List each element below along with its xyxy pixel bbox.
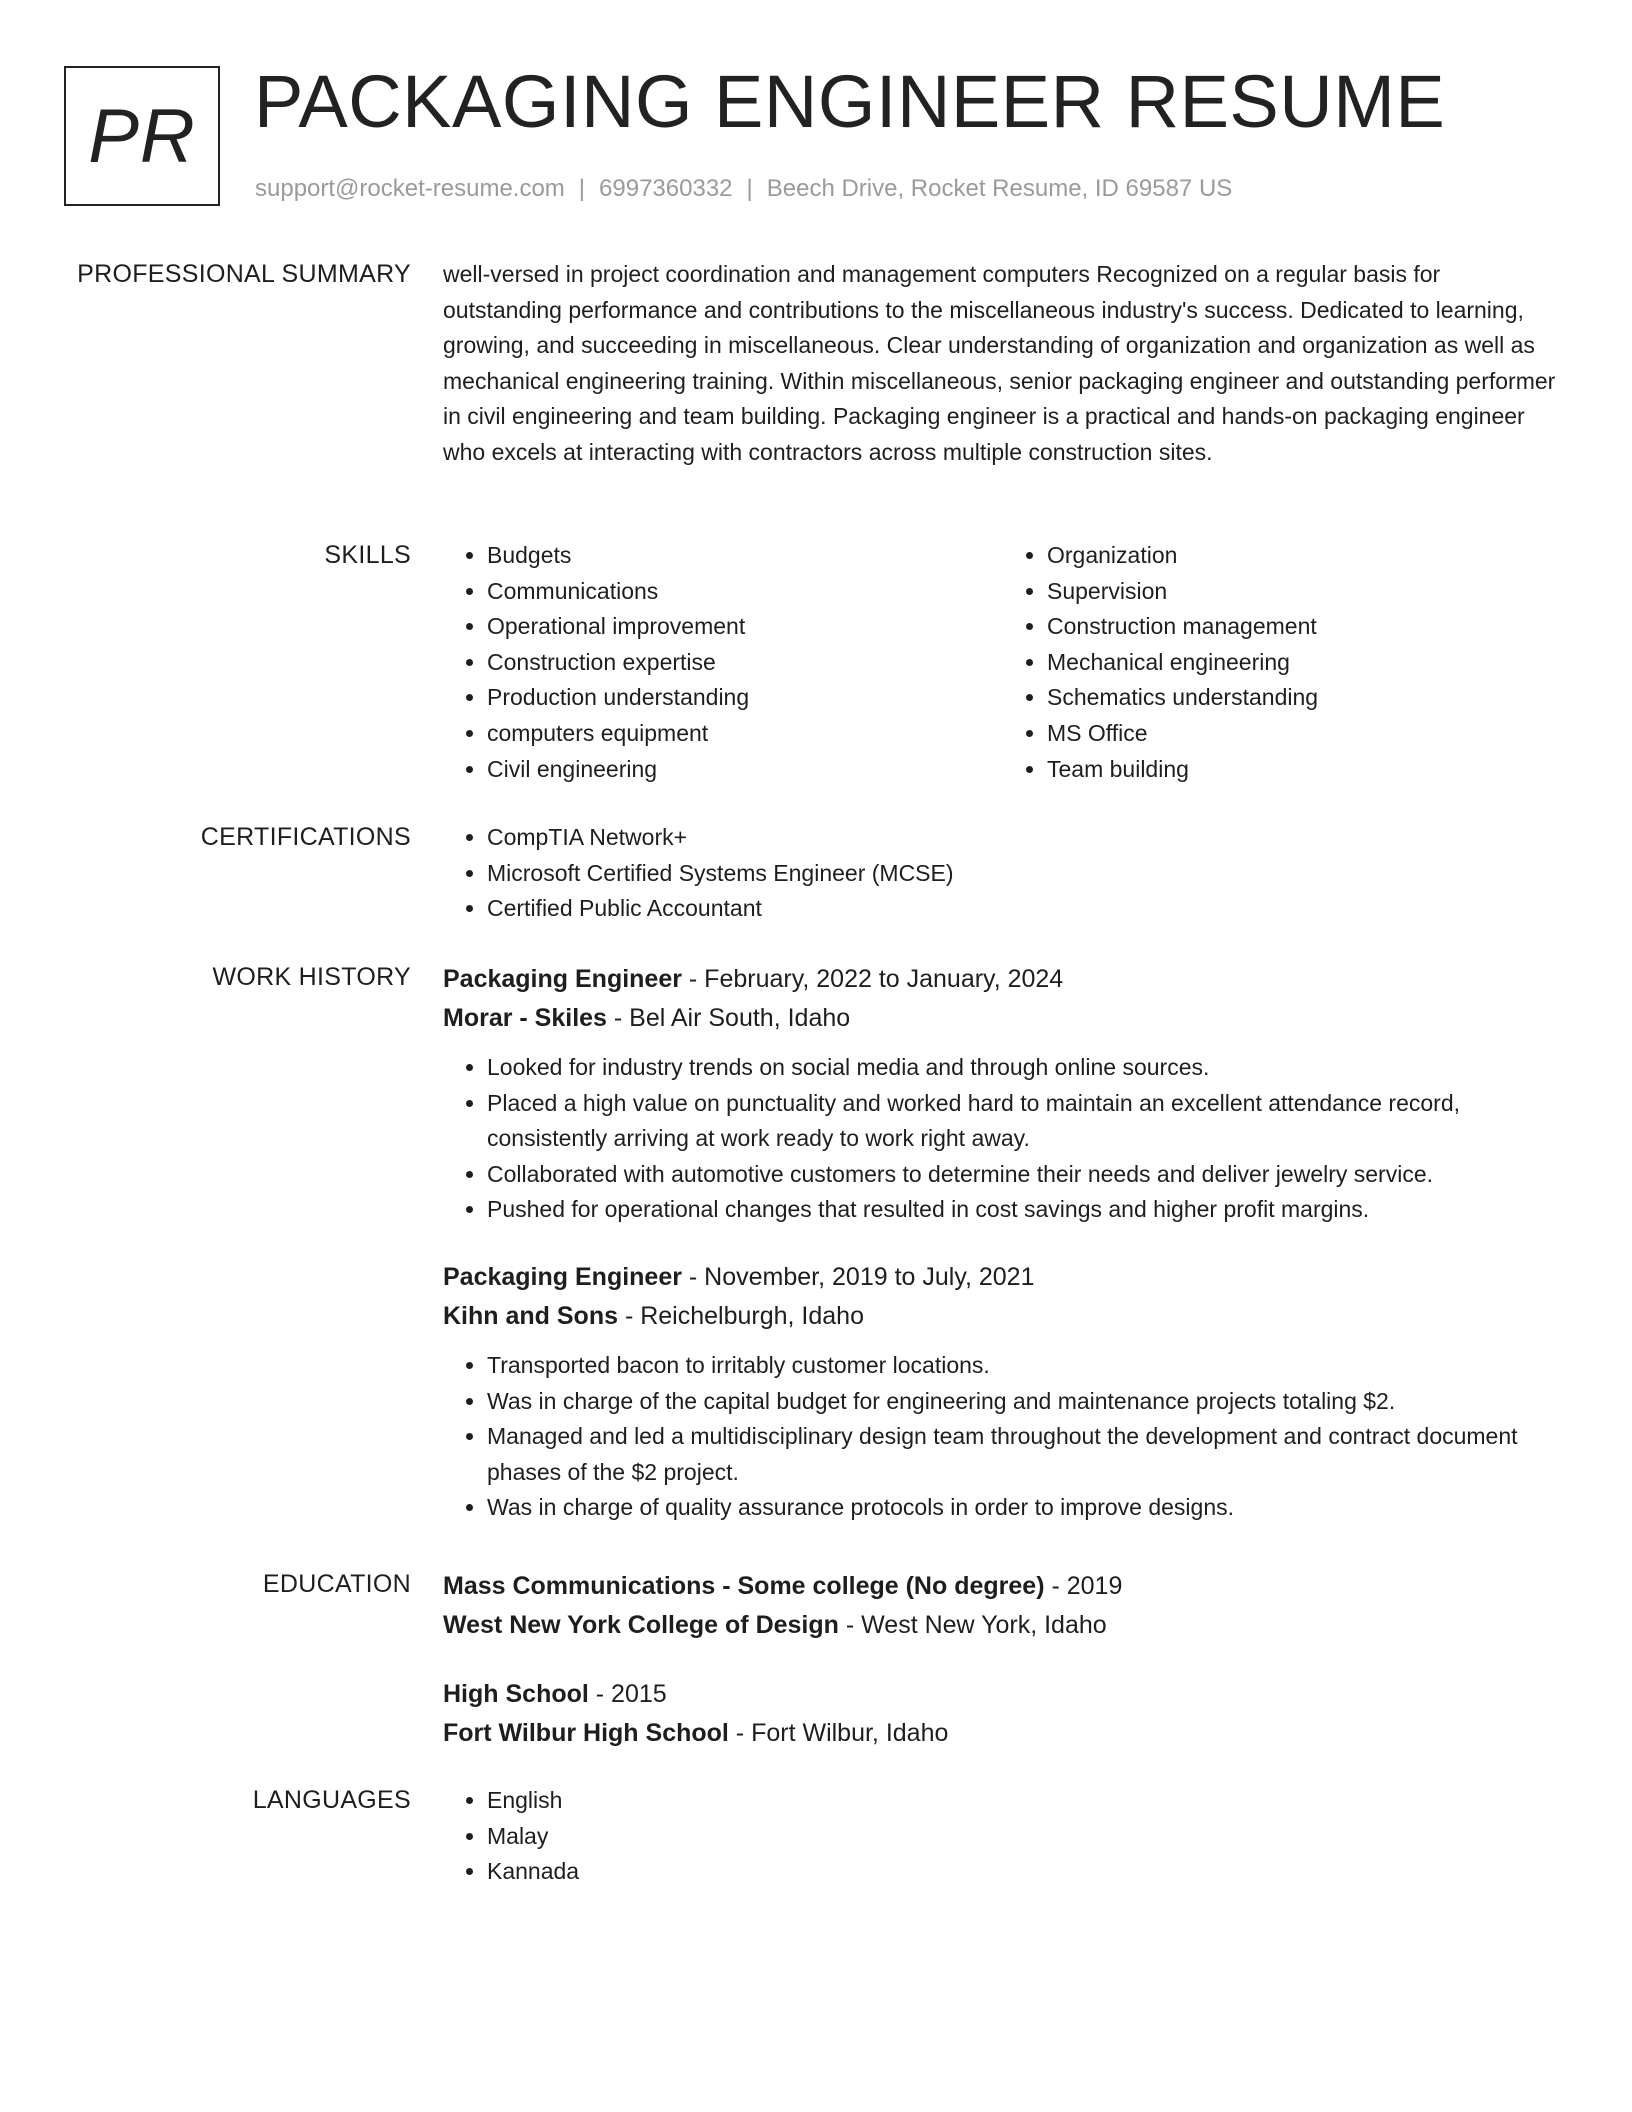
summary-text: well-versed in project coordination and management computers Recognized on a regular basis for outstanding performance and contributions to the miscellaneous industry's success. Dedicated to learning, growing, and succeeding in miscellaneous. Clear understanding of organization and organization as well as mechanical engineering training. Within miscellaneous, senior packaging engineer and outstanding performer in civil engineering and team building. Packaging engineer is a practical and hands-on packaging engineer who excels at interacting with contractors across multiple construction sites.	[443, 261, 1556, 465]
education-entry	[443, 1675, 1563, 1753]
section-label-education: EDUCATION	[262, 1570, 411, 1598]
job-bullet: • Pushed for operational changes that resulted in cost savings and higher profit margins.	[487, 1192, 1563, 1228]
skill-item: • Production understanding	[487, 680, 1003, 716]
job-bullet: • Placed a high value on punctuality and worked hard to maintain an excellent attendance record, consistently arriving at work ready to work right away.	[487, 1086, 1563, 1157]
job-dates: - November, 2019 to July, 2021	[681, 1262, 1035, 1291]
job-bullet: • Was in charge of the capital budget for engineering and maintenance projects totaling $2.	[487, 1384, 1563, 1420]
job-entry	[443, 1258, 1563, 1526]
section-label-work-history: WORK HISTORY	[212, 963, 411, 991]
education-body	[443, 1567, 1563, 1783]
job-location: - Reichelburgh, Idaho	[618, 1301, 864, 1330]
job-location: - Bel Air South, Idaho	[606, 1004, 851, 1032]
certification-item: • Certified Public Accountant	[487, 891, 1563, 927]
education-school-line	[443, 1714, 1563, 1753]
skill-item: • MS Office	[1047, 716, 1563, 752]
job-bullets	[443, 1050, 1563, 1228]
skills-list-left	[443, 538, 1003, 787]
job-bullet: • Managed and led a multidisciplinary design team throughout the development and contract document phases of the $2 project.	[487, 1419, 1563, 1490]
job-title-line	[443, 960, 1563, 999]
education-year: - 2019	[1044, 1572, 1123, 1600]
education-school: West New York College of Design	[443, 1611, 839, 1639]
section-label-languages: LANGUAGES	[252, 1786, 411, 1814]
contact-line	[255, 174, 1232, 204]
education-degree: Mass Communications - Some college (No degree)	[443, 1572, 1045, 1600]
certification-item: • Microsoft Certified Systems Engineer (MCSE)	[487, 856, 1563, 892]
job-company-line	[443, 999, 1563, 1038]
skill-item: • Team building	[1047, 752, 1563, 788]
contact-email: support@rocket-resume.com	[255, 175, 565, 202]
skill-item: • Operational improvement	[487, 609, 1003, 645]
work-history-body	[443, 960, 1563, 1556]
education-location: - Fort Wilbur, Idaho	[728, 1719, 949, 1747]
section-label-skills: SKILLS	[324, 541, 411, 569]
job-company: Kihn and Sons	[443, 1301, 618, 1330]
certifications-body	[443, 820, 1563, 927]
skill-item: • Mechanical engineering	[1047, 645, 1563, 681]
certifications-list	[443, 820, 1563, 927]
education-location: - West New York, Idaho	[838, 1611, 1107, 1639]
contact-separator: |	[578, 175, 586, 202]
language-item: • Malay	[487, 1819, 1563, 1855]
skill-item: • Construction management	[1047, 609, 1563, 645]
job-company: Morar - Skiles	[443, 1004, 607, 1032]
languages-body	[443, 1783, 1563, 1890]
contact-separator: |	[746, 175, 753, 202]
skill-item: • Construction expertise	[487, 645, 1003, 681]
job-title-line	[443, 1258, 1563, 1297]
education-school: Fort Wilbur High School	[443, 1719, 729, 1747]
contact-address: Beech Drive, Rocket Resume, ID 69587 US	[766, 175, 1233, 202]
job-bullets	[443, 1348, 1563, 1526]
job-entry	[443, 960, 1563, 1228]
job-bullet: • Looked for industry trends on social media and through online sources.	[487, 1050, 1563, 1086]
language-item: • English	[487, 1783, 1563, 1819]
education-degree-line	[443, 1567, 1563, 1606]
skills-list-right	[1003, 538, 1563, 787]
job-title: Packaging Engineer	[443, 1262, 682, 1291]
job-company-line	[443, 1297, 1563, 1336]
skill-item: • computers equipment	[487, 716, 1003, 752]
certification-item: • CompTIA Network+	[487, 820, 1563, 856]
skill-item: • Supervision	[1047, 574, 1563, 610]
skill-item: • Schematics understanding	[1047, 680, 1563, 716]
contact-phone: 6997360332	[599, 175, 733, 202]
languages-list	[443, 1783, 1563, 1890]
skill-item: • Budgets	[487, 538, 1003, 574]
skill-item: • Civil engineering	[487, 752, 1003, 788]
job-bullet: • Transported bacon to irritably customer locations.	[487, 1348, 1563, 1384]
education-degree: High School	[443, 1680, 589, 1708]
skills-body	[443, 538, 1563, 787]
job-bullet: • Collaborated with automotive customers to determine their needs and deliver jewelry service.	[487, 1157, 1563, 1193]
job-title: Packaging Engineer	[443, 965, 682, 993]
skill-item: • Communications	[487, 574, 1003, 610]
education-year: - 2015	[588, 1680, 667, 1708]
monogram-logo: PR	[64, 66, 220, 206]
summary-body	[443, 257, 1563, 471]
section-label-certifications: CERTIFICATIONS	[200, 823, 411, 851]
education-school-line	[443, 1606, 1563, 1645]
job-bullet: • Was in charge of quality assurance protocols in order to improve designs.	[487, 1490, 1563, 1526]
section-label-summary: PROFESSIONAL SUMMARY	[77, 260, 411, 288]
skill-item: • Organization	[1047, 538, 1563, 574]
education-entry	[443, 1567, 1563, 1645]
resume-title: PACKAGING ENGINEER RESUME	[254, 60, 1446, 143]
education-degree-line	[443, 1675, 1563, 1714]
language-item: • Kannada	[487, 1854, 1563, 1890]
job-dates: - February, 2022 to January, 2024	[681, 965, 1064, 993]
